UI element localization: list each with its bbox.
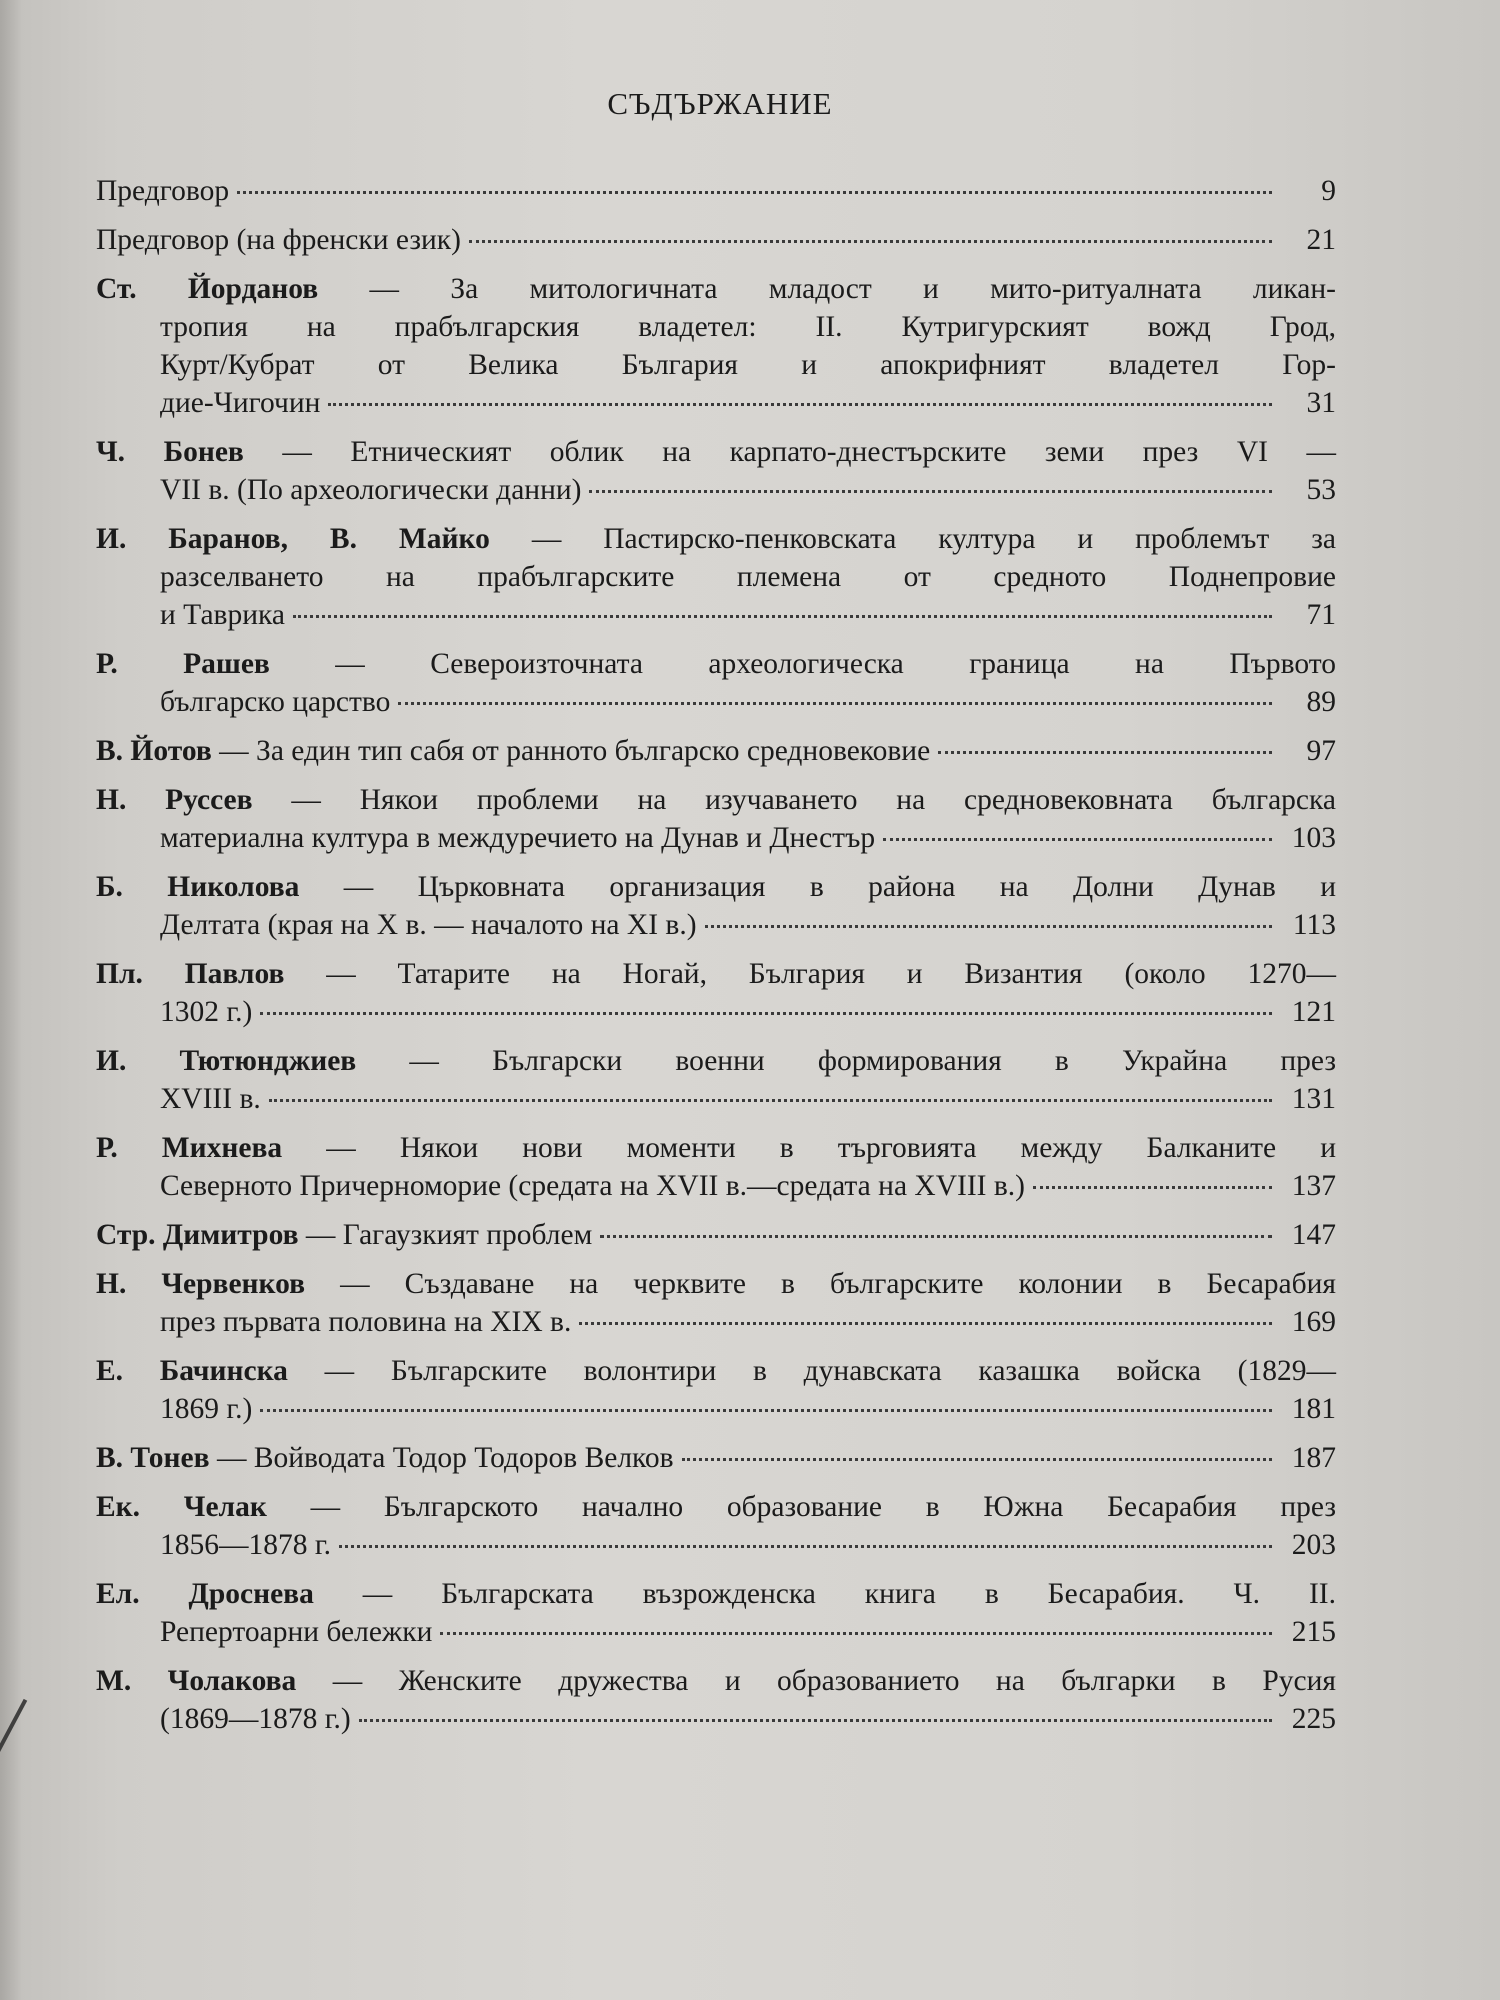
entry-text: — Българската възрожденска книга в Бесарабия. Ч. II. [362, 1578, 1337, 1610]
toc-entry [96, 1129, 1336, 1205]
toc-entry [96, 955, 1336, 1031]
dot-leader [440, 1632, 1272, 1635]
entry-text: Предговор (на френски език) [96, 224, 461, 256]
entry-author: И. Тютюнджиев [96, 1045, 357, 1077]
entry-title-end [160, 1303, 571, 1341]
entry-text: дие-Чигочин [160, 387, 321, 419]
dot-leader [469, 240, 1272, 243]
entry-title-end [160, 1613, 432, 1651]
entry-last-line [96, 1526, 1336, 1564]
entry-line [96, 270, 1336, 308]
dot-leader [705, 925, 1272, 928]
entry-line [96, 1129, 1336, 1167]
toc-entry [96, 1439, 1336, 1477]
entry-last-line [96, 384, 1336, 422]
page-number: 203 [1291, 1529, 1336, 1561]
entry-text: — Етническият облик на карпато-днестърските земи през VI — [282, 436, 1336, 468]
page-title: СЪДЪРЖАНИЕ [607, 86, 833, 121]
page-number: 225 [1291, 1703, 1336, 1735]
entry-text: Делтата (края на X в. — началото на XI в.) [160, 909, 697, 941]
entry-author: М. Чолакова [96, 1665, 297, 1697]
entry-title-end [160, 819, 875, 857]
entry-text: и Таврика [160, 599, 285, 631]
entry-last-line [96, 221, 1336, 259]
entry-text: XVIII в. [160, 1083, 261, 1115]
page-number: 97 [1306, 735, 1336, 767]
entry-last-line [96, 471, 1336, 509]
toc-entry [96, 221, 1336, 259]
pencil-mark [0, 1699, 43, 1771]
entry-text: VII в. (По археологически данни) [160, 474, 582, 506]
entry-last-line [96, 683, 1336, 721]
page-number: 169 [1291, 1306, 1336, 1338]
entry-last-line [96, 819, 1336, 857]
dot-leader [237, 191, 1272, 194]
entry-last-line [96, 1167, 1336, 1205]
dot-leader [883, 838, 1272, 841]
dot-leader [328, 403, 1272, 406]
entry-author: Ст. Йорданов [96, 273, 319, 305]
entry-title-end [160, 1167, 1025, 1205]
page-number: 31 [1306, 387, 1336, 419]
entry-last-line [96, 1303, 1336, 1341]
entry-title-end [96, 1439, 674, 1477]
toc-entry [96, 172, 1336, 210]
page-number: 131 [1291, 1083, 1336, 1115]
entry-text: тропия на прабългарския владетел: II. Кутригурският вожд Грод, [160, 311, 1336, 343]
entry-text: — За един тип сабя от ранното българско средновековие [219, 735, 931, 767]
toc-entry [96, 520, 1336, 634]
entry-author: В. Тонев [96, 1442, 210, 1474]
entry-text: — За митологичната младост и мито-ритуалната ликан- [369, 273, 1336, 305]
entry-line [96, 346, 1336, 384]
entry-title-end [160, 1390, 252, 1428]
entry-line [96, 1575, 1336, 1613]
entry-last-line [96, 906, 1336, 944]
entry-text: — Татарите на Ногай, България и Византия (около 1270— [326, 958, 1336, 990]
toc-entry [96, 1488, 1336, 1564]
entry-title-end [160, 384, 320, 422]
entry-text: — Войводата Тодор Тодоров Велков [216, 1442, 674, 1474]
entry-title-end [160, 1700, 351, 1738]
entry-text: — Някои нови моменти в търговията между Балканите и [326, 1132, 1336, 1164]
entry-text: — Женските дружества и образованието на българки в Русия [332, 1665, 1337, 1697]
toc-entry [96, 1352, 1336, 1428]
entry-title-end [160, 993, 252, 1031]
page-number: 71 [1306, 599, 1336, 631]
entry-text: българско царство [160, 686, 391, 718]
toc-entry [96, 1662, 1336, 1738]
toc-entry [96, 1042, 1336, 1118]
entry-text: — Българското начално образование в Южна Бесарабия през [310, 1491, 1337, 1523]
entry-text: — Гагаузкият проблем [305, 1219, 593, 1251]
dot-leader [339, 1545, 1272, 1548]
toc-entry [96, 645, 1336, 721]
entry-text: Северното Причерноморие (средата на XVII в.—средата на XVIII в.) [160, 1170, 1025, 1202]
page-number: 187 [1291, 1442, 1336, 1474]
dot-leader [1033, 1186, 1272, 1189]
entry-text: — Пастирско-пенковската култура и проблемът за [531, 523, 1336, 555]
entry-title-end [96, 732, 930, 770]
table-of-contents [96, 172, 1336, 1749]
entry-line [96, 433, 1336, 471]
entry-author: Е. Бачинска [96, 1355, 288, 1387]
entry-text: — Български военни формирования в Украйна през [409, 1045, 1336, 1077]
page-number: 181 [1291, 1393, 1336, 1425]
dot-leader [260, 1012, 1272, 1015]
dot-leader [260, 1409, 1272, 1412]
entry-last-line [96, 172, 1336, 210]
entry-line [96, 520, 1336, 558]
toc-entry [96, 1265, 1336, 1341]
page-number: 21 [1306, 224, 1336, 256]
entry-line [96, 781, 1336, 819]
entry-author: Б. Николова [96, 871, 300, 903]
entry-author: И. Баранов, В. Майко [96, 523, 490, 555]
toc-entry [96, 1575, 1336, 1651]
page-number: 9 [1321, 175, 1336, 207]
dot-leader [938, 751, 1272, 754]
entry-author: Ек. Челак [96, 1491, 267, 1523]
entry-text: Репертоарни бележки [160, 1616, 433, 1648]
toc-entry [96, 868, 1336, 944]
entry-last-line [96, 596, 1336, 634]
entry-line [96, 868, 1336, 906]
entry-title-end [96, 221, 461, 259]
entry-last-line [96, 1080, 1336, 1118]
dot-leader [589, 490, 1272, 493]
entry-line [96, 1042, 1336, 1080]
page-number: 103 [1291, 822, 1336, 854]
entry-text: — Североизточната археологическа граница на Първото [335, 648, 1336, 680]
entry-last-line [96, 993, 1336, 1031]
entry-text: 1869 г.) [160, 1393, 253, 1425]
dot-leader [269, 1099, 1272, 1102]
dot-leader [579, 1322, 1272, 1325]
entry-line [96, 1265, 1336, 1303]
entry-line [96, 1488, 1336, 1526]
page-number: 147 [1291, 1219, 1336, 1251]
entry-text: (1869—1878 г.) [160, 1703, 351, 1735]
toc-entry [96, 433, 1336, 509]
entry-author: Н. Червенков [96, 1268, 306, 1300]
entry-text: Курт/Кубрат от Велика България и апокрифният владетел Гор- [160, 349, 1336, 381]
entry-title-end [96, 1216, 592, 1254]
entry-title-end [96, 172, 229, 210]
entry-author: Ч. Бонев [96, 436, 244, 468]
page-number: 137 [1291, 1170, 1336, 1202]
page-number: 121 [1291, 996, 1336, 1028]
toc-entry [96, 270, 1336, 422]
page-number: 53 [1306, 474, 1336, 506]
page-number: 89 [1306, 686, 1336, 718]
entry-author: Ел. Дроснева [96, 1578, 314, 1610]
entry-last-line [96, 1700, 1336, 1738]
entry-title-end [160, 1526, 331, 1564]
entry-last-line [96, 732, 1336, 770]
entry-author: Н. Руссев [96, 784, 253, 816]
entry-author: Стр. Димитров [96, 1219, 299, 1251]
entry-text: 1302 г.) [160, 996, 253, 1028]
entry-text: 1856—1878 г. [160, 1529, 332, 1561]
entry-line [96, 1352, 1336, 1390]
entry-author: Пл. Павлов [96, 958, 285, 990]
entry-text: — Създаване на черквите в българските колонии в Бесарабия [340, 1268, 1337, 1300]
dot-leader [600, 1235, 1272, 1238]
entry-text: Предговор [96, 175, 230, 207]
entry-last-line [96, 1390, 1336, 1428]
entry-line [96, 1662, 1336, 1700]
dot-leader [682, 1458, 1272, 1461]
entry-text: — Църковната организация в района на Долни Дунав и [343, 871, 1337, 903]
entry-title-end [160, 906, 697, 944]
entry-last-line [96, 1439, 1336, 1477]
page-number: 215 [1291, 1616, 1336, 1648]
entry-title-end [160, 683, 390, 721]
entry-author: Р. Михнева [96, 1132, 283, 1164]
toc-entry [96, 1216, 1336, 1254]
entry-last-line [96, 1613, 1336, 1651]
entry-line [96, 955, 1336, 993]
dot-leader [359, 1719, 1272, 1722]
entry-author: В. Йотов [96, 735, 212, 767]
toc-entry [96, 781, 1336, 857]
entry-text: — Някои проблеми на изучаването на средновековната българска [291, 784, 1336, 816]
entry-text: — Българските волонтири в дунавската казашка войска (1829— [324, 1355, 1336, 1387]
entry-line [96, 558, 1336, 596]
dot-leader [293, 615, 1272, 618]
entry-author: Р. Рашев [96, 648, 270, 680]
entry-title-end [160, 596, 285, 634]
entry-line [96, 308, 1336, 346]
entry-text: материална култура в междуречието на Дунав и Днестър [160, 822, 876, 854]
entry-title-end [160, 471, 581, 509]
entry-title-end [160, 1080, 261, 1118]
toc-entry [96, 732, 1336, 770]
dot-leader [398, 702, 1272, 705]
entry-last-line [96, 1216, 1336, 1254]
page-number: 113 [1292, 909, 1336, 941]
entry-text: през първата половина на XIX в. [160, 1306, 572, 1338]
entry-line [96, 645, 1336, 683]
entry-text: разселването на прабългарските племена от средното Поднепровие [160, 561, 1336, 593]
